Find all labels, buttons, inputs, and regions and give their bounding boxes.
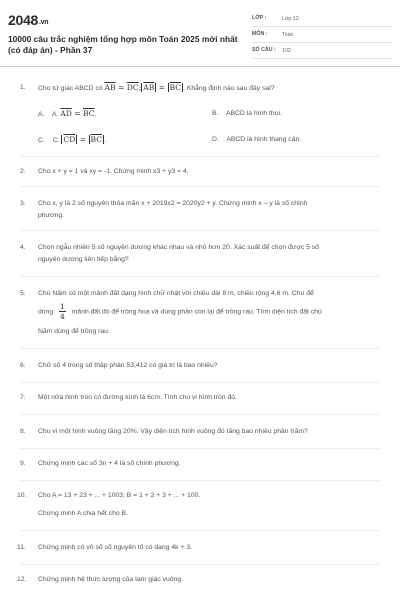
meta-row-subject (252, 28, 392, 43)
question-number: 5. (20, 290, 26, 297)
question-number: 9. (20, 460, 26, 467)
question-number: 8. (20, 428, 26, 435)
question-text-continued: Chứng minh A chia hết cho B. (38, 510, 128, 517)
option-label: D. (212, 136, 219, 143)
meta-panel (252, 12, 392, 60)
question-number: 10. (17, 492, 27, 499)
option-a[interactable] (38, 108, 96, 121)
meta-label: LỚP : (252, 15, 267, 21)
question-number: 2. (20, 168, 26, 175)
header-divider (0, 66, 400, 67)
vector: $\overline{CD}$ (63, 135, 76, 144)
question-text: Chữ số 4 trong số thập phân 53,412 có giá trị là bao nhiêu? (38, 362, 218, 369)
option-inner-label: A. (51, 111, 59, 118)
question-text: Một nửa hình tròn có đường kính là 6cm. Tính chu vi hình tròn đó. (38, 394, 237, 401)
site-logo[interactable] (8, 12, 48, 28)
question-text: Chọn ngẫu nhiên 5 số nguyên dương khác nhau và nhỏ hơn 20. Xác suất để chọn được 5 số (38, 244, 319, 251)
option-inner-label: C. (52, 137, 60, 144)
math-op: = (156, 83, 168, 92)
question-number: 1. (20, 84, 26, 91)
page-header (0, 0, 400, 66)
logo-text: 2048 (8, 12, 38, 28)
meta-value: Toán (282, 31, 294, 38)
question-text-part: dùng (38, 308, 54, 316)
question-text: Chứng minh các số 3n + 4 là số chính phương. (38, 460, 181, 467)
question-number: 12. (17, 576, 27, 583)
question-text: Cho x, y là 2 số nguyên thỏa mãn x + 2019x2 = 2020y2 + y. Chứng minh x – y là số chính (38, 200, 308, 207)
math-op: = (77, 135, 89, 144)
fraction (59, 302, 66, 321)
option-label: B. (212, 110, 219, 117)
question-number: 6. (20, 362, 26, 369)
question-text-continued (38, 302, 378, 321)
question-text-continued: phương. (38, 212, 65, 219)
question-text: Chú Năm có một mảnh đất dạng hình chữ nhật với chiều dài 8 m, chiều rộng 4,6 m. Chú để (38, 290, 314, 297)
option-b[interactable] (212, 108, 282, 120)
math-op: = (115, 83, 127, 92)
fraction-numerator: 1 (60, 302, 65, 311)
question-text-continued: Năm dùng để trồng rau. (38, 328, 110, 335)
math-expression (60, 109, 94, 118)
meta-label: MÔN : (252, 31, 268, 37)
vector: $\overline{AB}$ (143, 83, 155, 92)
question-text-continued: nguyên dương liên tiếp bằng? (38, 256, 129, 263)
meta-label: SỐ CÂU : (252, 47, 276, 53)
vector: $\overline{BC}$ (83, 109, 95, 118)
option-text: ABCD là hình thang cân. (226, 136, 302, 143)
abs-value (168, 83, 184, 92)
option-c[interactable] (38, 134, 106, 147)
question-text-part: Cho tứ giác ABCD có (38, 85, 103, 92)
question-text: Cho x + y = 1 và xy = -1. Chứng minh x3 + y3 = 4. (38, 168, 189, 175)
abs-value (138, 83, 156, 92)
math-op: ; (138, 83, 142, 92)
option-d[interactable] (212, 134, 301, 146)
question-text-part: . Khẳng định nào sau đây sai? (183, 85, 275, 92)
question-text: Cho A = 13 + 23 + ... + 1003; B = 1 + 2 + 3 + ... + 100. (38, 492, 201, 499)
meta-value: Lớp 12 (282, 15, 299, 22)
math-expression (105, 83, 184, 92)
abs-value (89, 135, 105, 144)
question-number: 4. (20, 244, 26, 251)
question-number: 11. (17, 544, 26, 551)
meta-value: 102 (282, 47, 291, 54)
page-title: 10000 câu trắc nghiệm tổng hợp môn Toán 2025 mới nhất (có đáp án) - Phần 37 (8, 34, 238, 55)
meta-row-count (252, 44, 392, 59)
option-label: A. (38, 111, 45, 118)
math-op: = (71, 109, 84, 118)
fraction-denominator: 4 (60, 312, 65, 321)
question-text (38, 82, 378, 95)
logo-suffix: .vn (38, 19, 49, 26)
question-text: Chu vi một hình vuông tăng 20%. Vậy diện tích hình vuông đó tăng bao nhiêu phần trăm? (38, 428, 308, 435)
vector: $\overline{BC}$ (169, 83, 182, 92)
vector: $\overline{AD}$ (60, 109, 72, 118)
vector: $\overline{BC}$ (90, 135, 103, 144)
vector: $\overline{AB}$ (104, 83, 116, 92)
question-number: 3. (20, 200, 26, 207)
option-text: ABCD là hình thoi. (225, 110, 282, 117)
option-text: . (104, 137, 106, 144)
abs-value (61, 135, 77, 144)
math-expression (61, 135, 104, 144)
question-text: Chứng minh có vô số số nguyên tố có dạng 4k + 3. (38, 544, 192, 551)
vector: $\overline{DC}$ (126, 83, 139, 92)
option-text: . (94, 111, 97, 118)
option-label: C. (38, 137, 45, 144)
question-text: Chứng minh hệ thức lượng của tam giác vuông. (38, 576, 184, 583)
meta-row-class (252, 12, 392, 27)
question-number: 7. (20, 394, 26, 401)
question-text-part: mảnh đất đó để trồng hoa và dùng phần còn lại để trồng rau. Tính diện tích đất chú (71, 308, 322, 316)
